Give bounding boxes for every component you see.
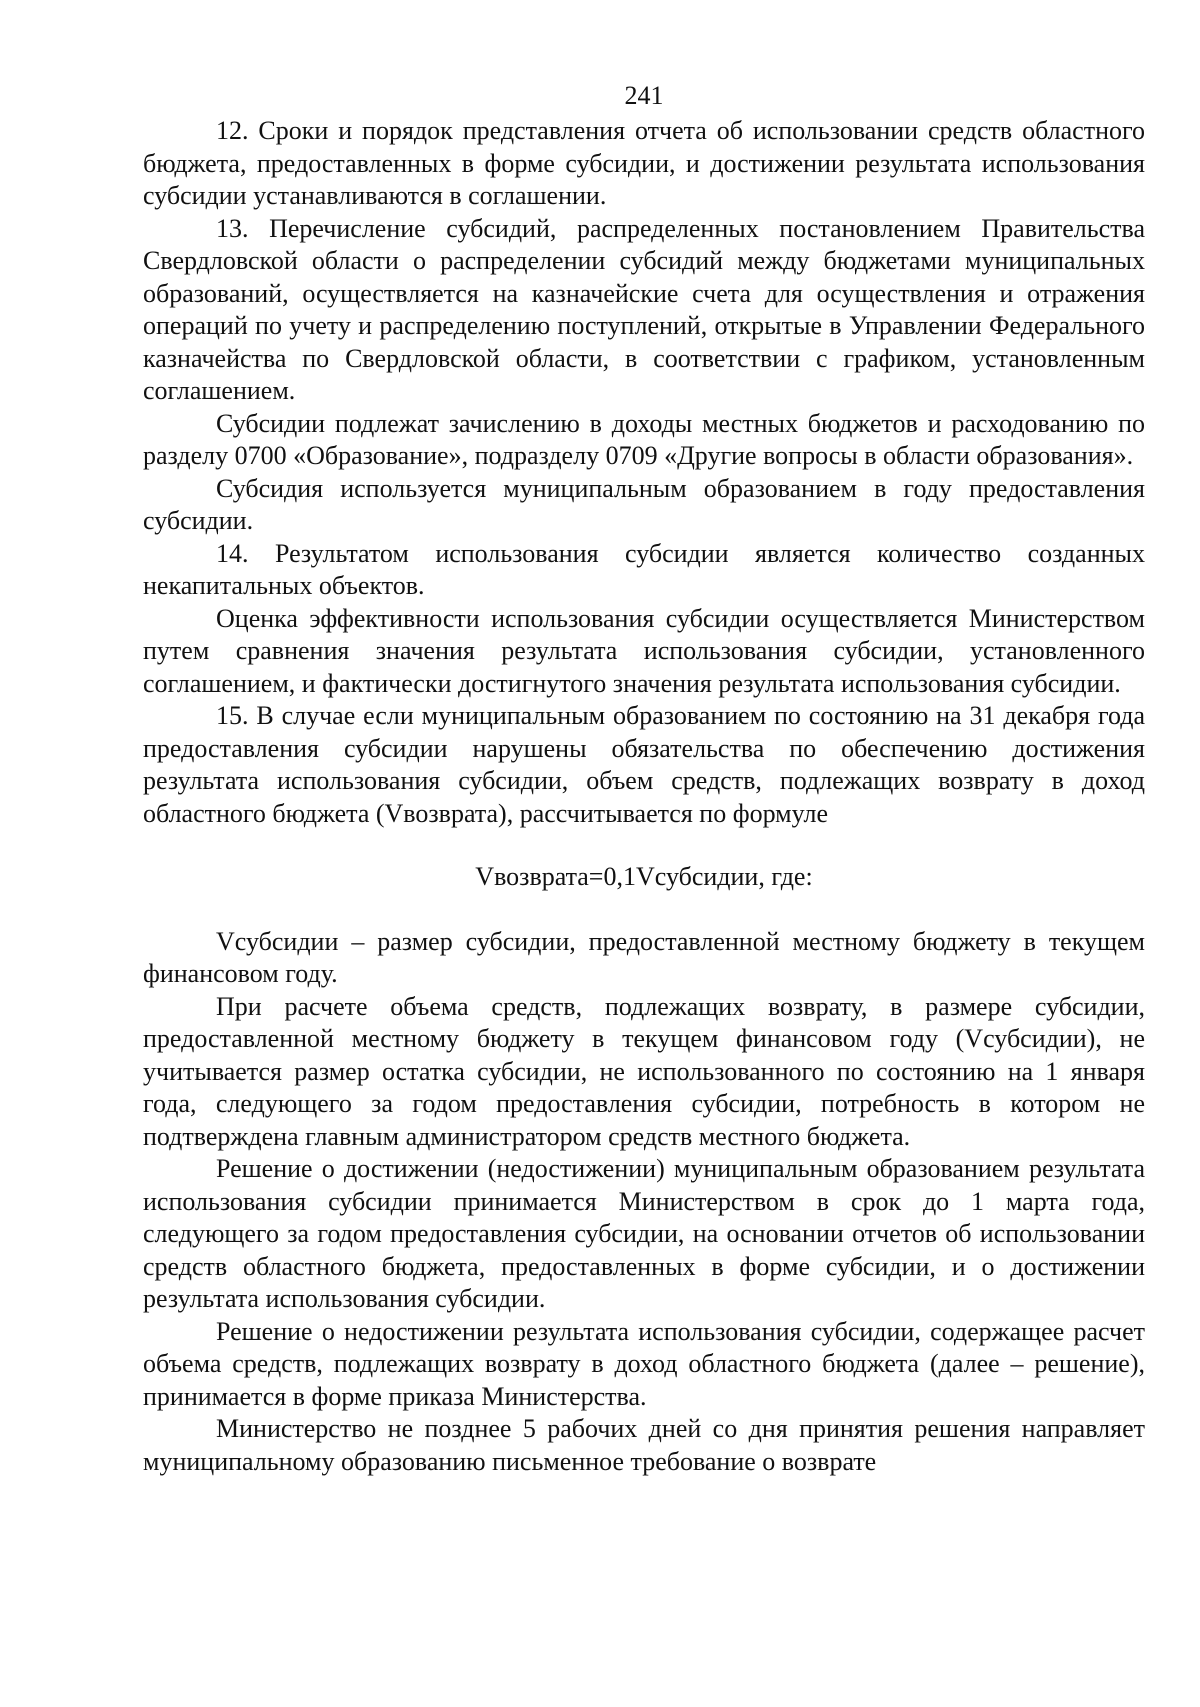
paragraph-13-subsidy-credit: Субсидии подлежат зачислению в доходы местных бюджетов и расходованию по разделу 0700 «Образование», подразделу 0709 «Другие вопросы в области образования». — [143, 408, 1145, 470]
paragraph-12: 12. Сроки и порядок представления отчета об использовании средств областного бюджета, предоставленных в форме субсидии, и достижении результата использования субсидии устанавливаются в соглашении. — [143, 116, 1145, 210]
paragraph-15: 15. В случае если муниципальным образованием по состоянию на 31 декабря года предоставления субсидии нарушены обязательства по обеспечению достижения результата использования субсидии, объем средств, подлежащих возврату в доход областного бюджета (Vвозврата), рассчитывается по формуле — [143, 701, 1145, 828]
paragraph-refund-calculation: При расчете объема средств, подлежащих возврату, в размере субсидии, предоставленной местному бюджету в текущем финансовом году (Vсубсидии), не учитывается размер остатка субсидии, не использованного по состоянию на 1 января года, следующего за годом предоставления субсидии, потребность в котором не подтверждена главным администратором средств местного бюджета. — [143, 991, 1145, 1151]
paragraph-13: 13. Перечисление субсидий, распределенных постановлением Правительства Свердловской области о распределении субсидий между бюджетами муниципальных образований, осуществляется на казначейские счета для осуществления и отражения операций по учету и распределению поступлений, открытые в Управлении Федерального казначейства по Свердловской области, в соответствии с графиком, установленным соглашением. — [143, 213, 1145, 405]
page-number: 241 — [624, 81, 664, 110]
paragraph-14-efficiency-evaluation: Оценка эффективности использования субсидии осуществляется Министерством путем сравнения значения результата использования субсидии, установленного соглашением, и фактически достигнутого значения результата использования субсидии. — [143, 603, 1145, 698]
paragraph-13-subsidy-usage-year: Субсидия используется муниципальным образованием в году предоставления субсидии. — [143, 473, 1145, 535]
paragraph-formula-definition: Vсубсидии – размер субсидии, предоставленной местному бюджету в текущем финансовом году. — [143, 926, 1145, 988]
refund-formula: Vвозврата=0,1Vсубсидии, где: — [475, 862, 813, 891]
paragraph-non-achievement-decision: Решение о недостижении результата использования субсидии, содержащее расчет объема средств, подлежащих возврату в доход областного бюджета (далее – решение), принимается в форме приказа Министерства. — [143, 1316, 1145, 1411]
paragraph-14: 14. Результатом использования субсидии является количество созданных некапитальных объектов. — [143, 538, 1145, 600]
document-page — [143, 80, 1145, 1478]
paragraph-achievement-decision: Решение о достижении (недостижении) муниципальным образованием результата использования субсидии принимается Министерством в срок до 1 марта года, следующего за годом предоставления субсидии, на основании отчетов об использовании средств областного бюджета, предоставленных в форме субсидии, и о достижении результата использования субсидии. — [143, 1154, 1145, 1313]
paragraph-refund-demand: Министерство не позднее 5 рабочих дней со дня принятия решения направляет муниципальному образованию письменное требование о возврате — [143, 1414, 1145, 1476]
